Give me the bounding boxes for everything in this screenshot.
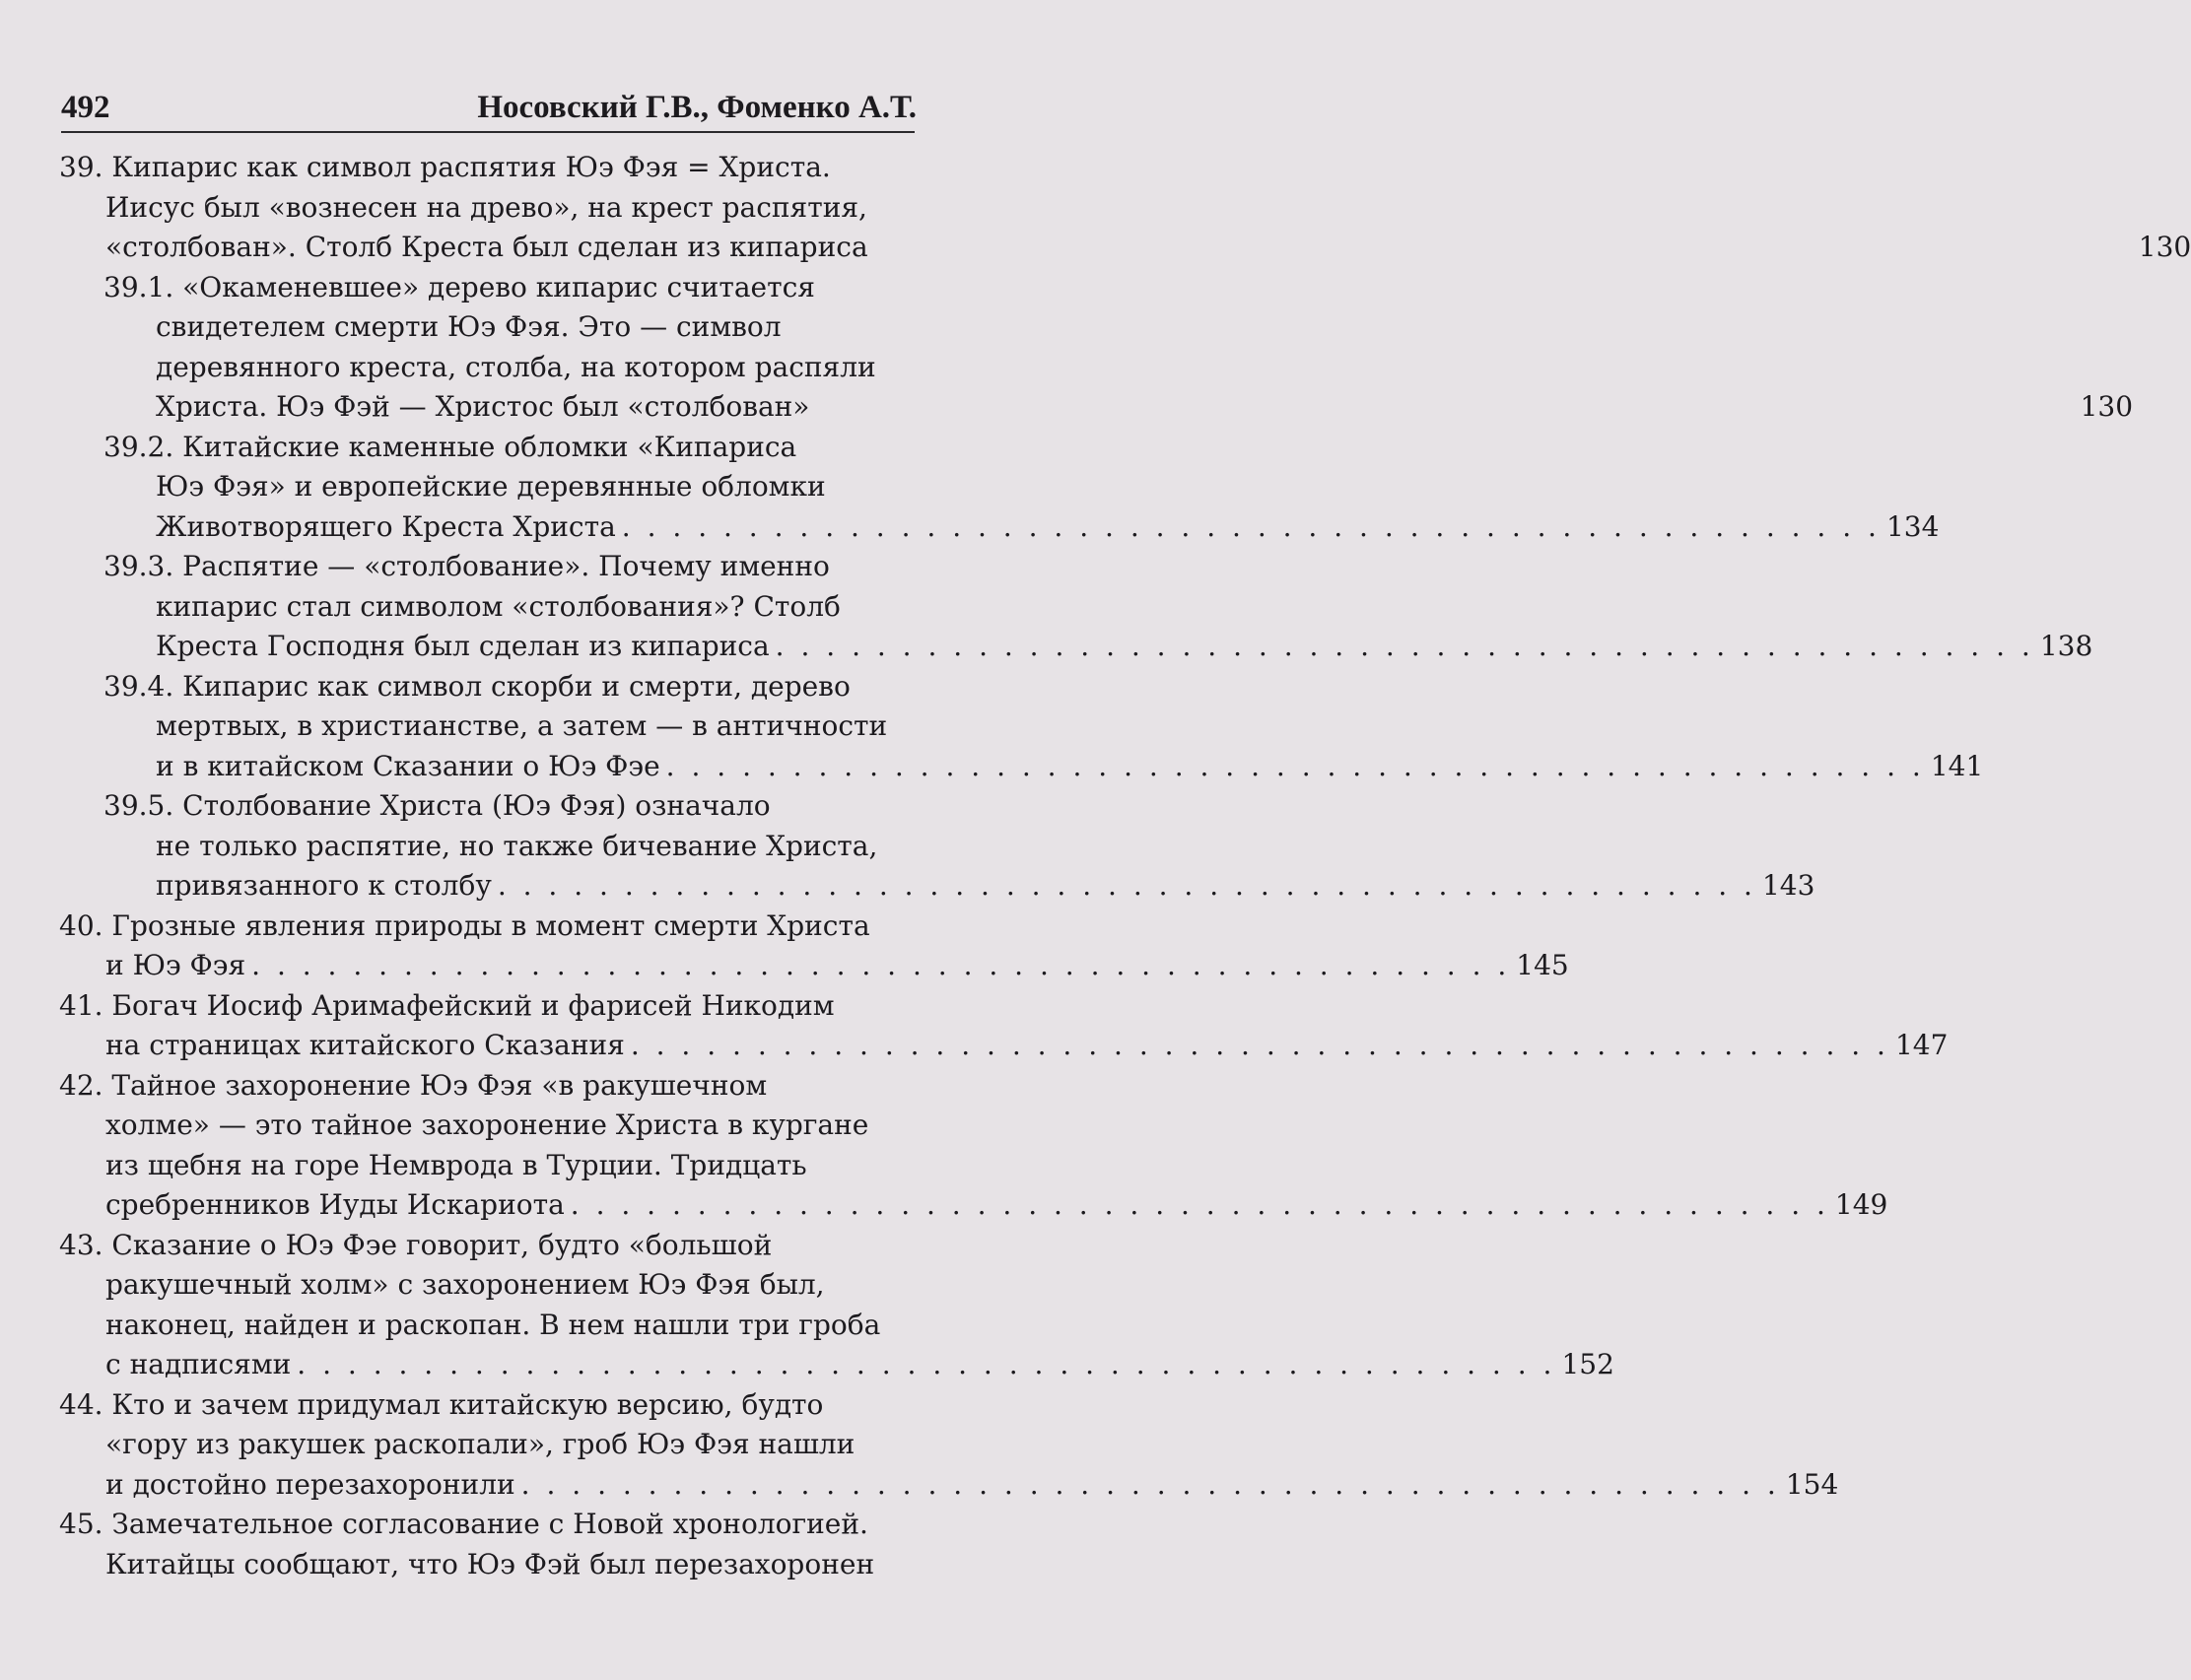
toc-entry-line: 39.2. Китайские каменные обломки «Кипариса [103, 430, 797, 463]
dot-leader [515, 1465, 1780, 1506]
toc-entry-line: кипарис стал символом «столбования»? Столб [156, 589, 841, 623]
table-of-contents [59, 148, 2191, 1584]
toc-entry-line: 40. Грозные явления природы в момент смерти Христа [59, 908, 870, 942]
toc-entry-line: холме» — это тайное захоронение Христа в кургане [105, 1109, 869, 1141]
toc-entry-final-line [59, 1345, 1614, 1385]
toc-entry-final-line [59, 1465, 1839, 1506]
toc-entry-final-line [59, 507, 1940, 548]
toc-entry-final-line [59, 228, 2191, 268]
toc-entry [59, 1226, 1614, 1385]
toc-page-number: 130 [2138, 231, 2191, 263]
toc-entry-line: 39.5. Столбование Христа (Юэ Фэя) означало [103, 789, 771, 822]
toc-entry-line: 44. Кто и зачем придумал китайскую версию, будто [59, 1387, 824, 1421]
toc-entry-line: Христа. Юэ Фэй — Христос был «столбован» [156, 390, 810, 423]
toc-page-number: 143 [1761, 869, 1815, 902]
toc-entry-final-line [59, 1185, 1888, 1226]
dot-leader [660, 747, 1925, 787]
toc-entry-line: наконец, найден и раскопан. В нем нашли три гроба [105, 1308, 881, 1341]
toc-page-number: 145 [1516, 949, 1569, 981]
toc-entry-line: свидетелем смерти Юэ Фэя. Это — символ [156, 310, 782, 343]
toc-entry-line: 41. Богач Иосиф Аримафейский и фарисей Никодим [59, 988, 835, 1022]
toc-entry-line: 39. Кипарис как символ распятия Юэ Фэя = Христа. [59, 151, 831, 183]
toc-entry [59, 786, 1815, 907]
toc-entry [59, 268, 2134, 428]
toc-entry-line: «столбован». Столб Креста был сделан из кипариса [105, 231, 868, 263]
toc-entry [59, 1066, 1888, 1226]
toc-entry [59, 148, 2191, 268]
toc-entry-final-line [59, 866, 1815, 907]
toc-entry-final-line [59, 387, 2134, 428]
toc-entry-line: 39.3. Распятие — «столбование». Почему именно [103, 550, 830, 582]
toc-entry-line: 45. Замечательное согласование с Новой хронологией. [59, 1508, 868, 1540]
toc-entry-line: «гору из ракушек раскопали», гроб Юэ Фэя нашли [105, 1428, 856, 1460]
toc-entry-line: деревянного креста, столба, на котором распяли [156, 350, 876, 383]
toc-entry-line: и в китайском Сказании о Юэ Фэе [156, 749, 660, 782]
toc-entry [59, 907, 1569, 986]
toc-entry-line: Китайцы сообщают, что Юэ Фэй был перезахоронен [105, 1547, 875, 1580]
toc-entry-final-line [59, 1026, 1949, 1066]
toc-entry-line: и достойно перезахоронили [105, 1467, 515, 1501]
page-number: 492 [61, 90, 110, 125]
toc-entry [59, 547, 2093, 667]
toc-entry-line: Креста Господня был сделан из кипариса [156, 630, 770, 662]
toc-page-number: 130 [2080, 390, 2134, 423]
header-rule [61, 131, 915, 133]
dot-leader [565, 1185, 1829, 1226]
toc-entry-line: с надписями [105, 1348, 292, 1380]
toc-entry [59, 428, 1940, 548]
running-header [61, 77, 917, 126]
toc-entry-line: 39.1. «Окаменевшее» дерево кипарис считается [103, 270, 815, 303]
toc-entry [59, 667, 1984, 787]
toc-entry-line: на страницах китайского Сказания [105, 1029, 625, 1061]
toc-entry [59, 986, 1949, 1066]
toc-page-number: 152 [1561, 1348, 1614, 1380]
toc-entry-line: Иисус был «вознесен на древо», на крест распятия, [105, 190, 867, 224]
toc-entry-final-line [59, 747, 1984, 787]
toc-entry-line: 43. Сказание о Юэ Фэе говорит, будто «большой [59, 1228, 773, 1261]
dot-leader [770, 627, 2034, 667]
toc-entry-final-line [59, 627, 2093, 667]
toc-entry-line: 39.4. Кипарис как символ скорби и смерти, дерево [103, 669, 851, 703]
dot-leader [245, 946, 1510, 986]
toc-entry-line: и Юэ Фэя [105, 949, 246, 981]
toc-entry-line: из щебня на горе Немврода в Турции. Тридцать [105, 1148, 807, 1181]
toc-entry-line: сребренников Иуды Искариота [105, 1188, 565, 1221]
toc-page-number: 147 [1894, 1029, 1949, 1061]
toc-entry-line: не только распятие, но также бичевание Христа, [156, 829, 878, 862]
dot-leader [616, 507, 1881, 548]
toc-entry-line: мертвых, в христианстве, а затем — в античности [156, 709, 888, 742]
toc-page-number: 134 [1885, 509, 1940, 543]
dot-leader [625, 1026, 1889, 1066]
toc-page-number: 141 [1930, 749, 1984, 782]
dot-leader [291, 1345, 1555, 1385]
dot-leader [492, 866, 1756, 907]
toc-entry [59, 1385, 1839, 1506]
toc-entry-line: Животворящего Креста Христа [156, 509, 616, 543]
toc-entry-line: привязанного к столбу [156, 869, 492, 902]
toc-entry-final-line [59, 946, 1569, 986]
toc-entry-line: 42. Тайное захоронение Юэ Фэя «в ракушечном [59, 1068, 768, 1102]
toc-entry [59, 1505, 907, 1584]
toc-entry-line: ракушечный холм» с захоронением Юэ Фэя был, [105, 1268, 825, 1301]
running-head-authors: Носовский Г.В., Фоменко А.Т. [477, 90, 917, 125]
toc-page-number: 138 [2039, 630, 2093, 662]
toc-page-number: 154 [1785, 1467, 1839, 1501]
toc-page-number: 149 [1834, 1188, 1888, 1221]
toc-entry-line: Юэ Фэя» и европейские деревянные обломки [156, 470, 826, 503]
